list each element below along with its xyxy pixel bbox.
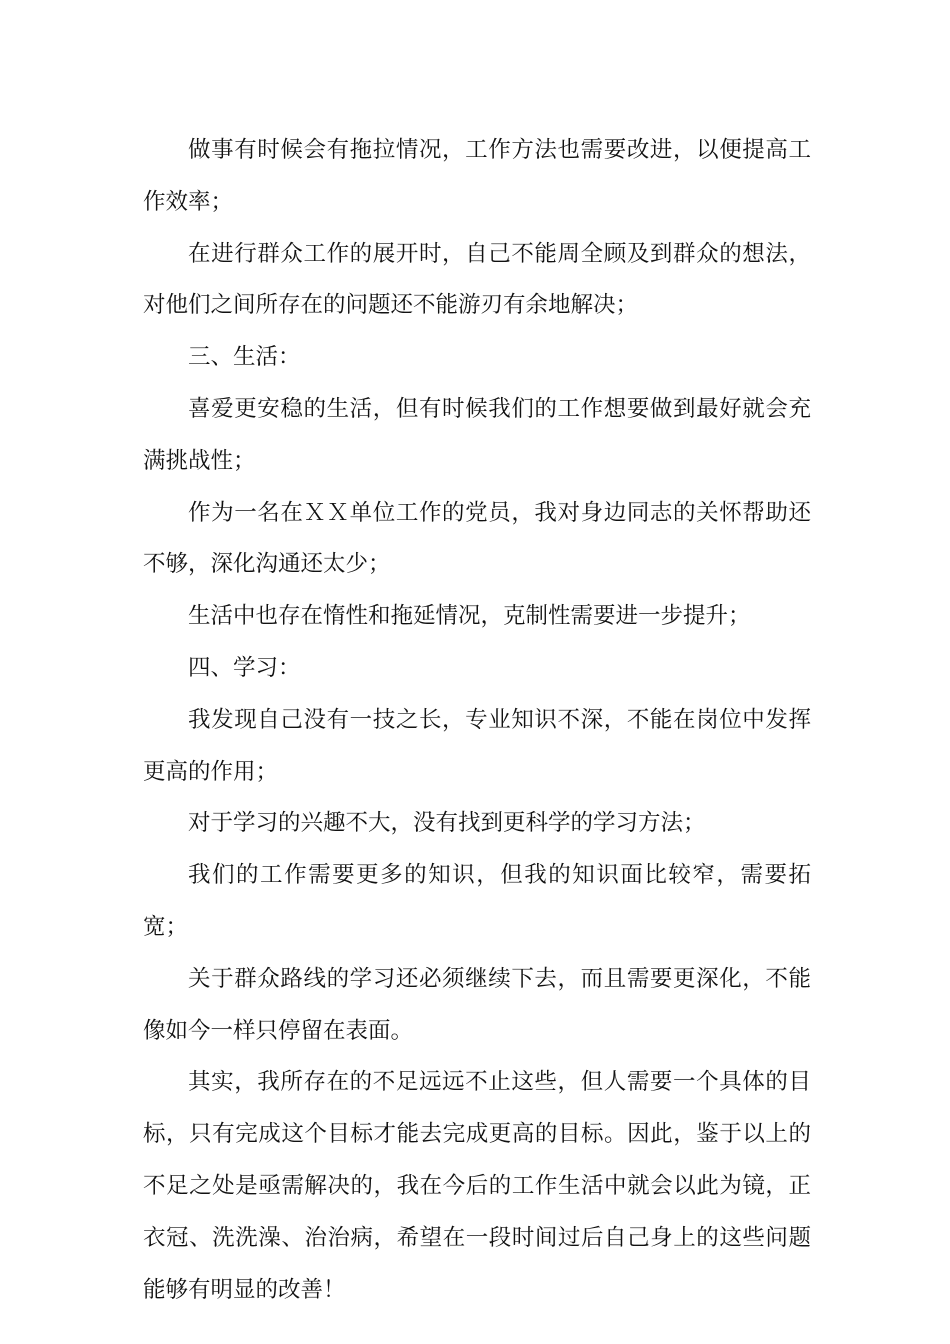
paragraph-party-member: 作为一名在ＸＸ单位工作的党员，我对身边同志的关怀帮助还不够，深化沟通还太少；	[143, 499, 811, 578]
paragraph-no-specialty: 我发现自己没有一技之长，专业知识不深，不能在岗位中发挥更高的作用；	[143, 706, 811, 785]
paragraph-stable-life: 喜爱更安稳的生活，但有时候我们的工作想要做到最好就会充满挑战性；	[143, 395, 811, 474]
paragraph-mass-line: 关于群众路线的学习还必须继续下去，而且需要更深化，不能像如今一样只停留在表面。	[143, 965, 811, 1044]
paragraph-procrastination: 生活中也存在惰性和拖延情况，克制性需要进一步提升；	[188, 603, 751, 630]
paragraph-conclusion: 其实，我所存在的不足远远不止这些，但人需要一个具体的目标，只有完成这个目标才能去完成更高的目标。因此，鉴于以上的不足之处是亟需解决的，我在今后的工作生活中就会以此为镜，正衣冠、洗洗澡、治治病，希望在一段时间过后自己身上的这些问题能够有明显的改善！	[143, 1069, 811, 1303]
paragraph-knowledge: 我们的工作需要更多的知识，但我的知识面比较窄，需要拓宽；	[143, 862, 811, 940]
paragraph-mass-work: 在进行群众工作的展开时，自己不能周全顾及到群众的想法，对他们之间所存在的问题还不能游刃有余地解决；	[143, 240, 811, 319]
section-heading-study: 四、学习：	[188, 654, 301, 681]
paragraph-work-method: 做事有时候会有拖拉情况，工作方法也需要改进，以便提高工作效率；	[143, 137, 811, 215]
document-body	[143, 125, 811, 1316]
paragraph-study-interest: 对于学习的兴趣不大，没有找到更科学的学习方法；	[188, 810, 706, 837]
section-heading-life: 三、生活：	[188, 344, 301, 371]
